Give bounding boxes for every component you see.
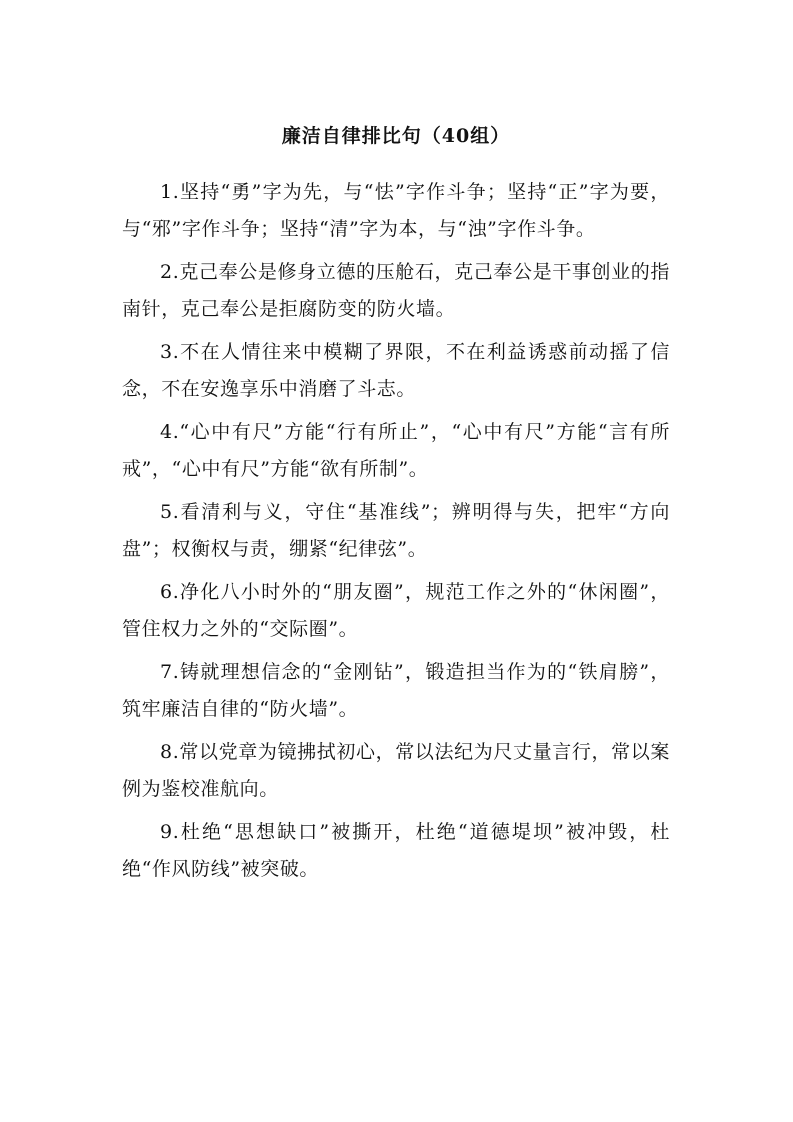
sentence-item-8: 8.常以党章为镜拂拭初心，常以法纪为尺丈量言行，常以案例为鉴校准航向。: [122, 741, 670, 800]
sentence-item-5: 5.看清利与义，守住“基准线”；辨明得与失，把牢“方向盘”；权衡权与责，绷紧“纪律弦”。: [122, 501, 670, 560]
sentence-item-7: 7.铸就理想信念的“金刚钻”，锻造担当作为的“铁肩膀”，筑牢廉洁自律的“防火墙”。: [122, 661, 670, 720]
sentence-item-4: 4.“心中有尺”方能“行有所止”，“心中有尺”方能“言有所戒”，“心中有尺”方能“欲有所制”。: [122, 421, 670, 480]
document-page: [122, 118, 670, 894]
sentence-item-6: 6.净化八小时外的“朋友圈”，规范工作之外的“休闲圈”，管住权力之外的“交际圈”。: [122, 581, 670, 640]
sentence-item-9: 9.杜绝“思想缺口”被撕开，杜绝“道德堤坝”被冲毁，杜绝“作风防线”被突破。: [122, 821, 670, 880]
sentence-item-1: 1.坚持“勇”字为先，与“怯”字作斗争；坚持“正”字为要，与“邪”字作斗争；坚持“清”字为本，与“浊”字作斗争。: [122, 181, 670, 240]
document-title: 廉洁自律排比句（40组）: [281, 125, 511, 147]
sentence-item-2: 2.克己奉公是修身立德的压舱石，克己奉公是干事创业的指南针，克己奉公是拒腐防变的防火墙。: [122, 261, 670, 320]
sentence-item-3: 3.不在人情往来中模糊了界限，不在利益诱惑前动摇了信念，不在安逸享乐中消磨了斗志。: [122, 341, 670, 400]
